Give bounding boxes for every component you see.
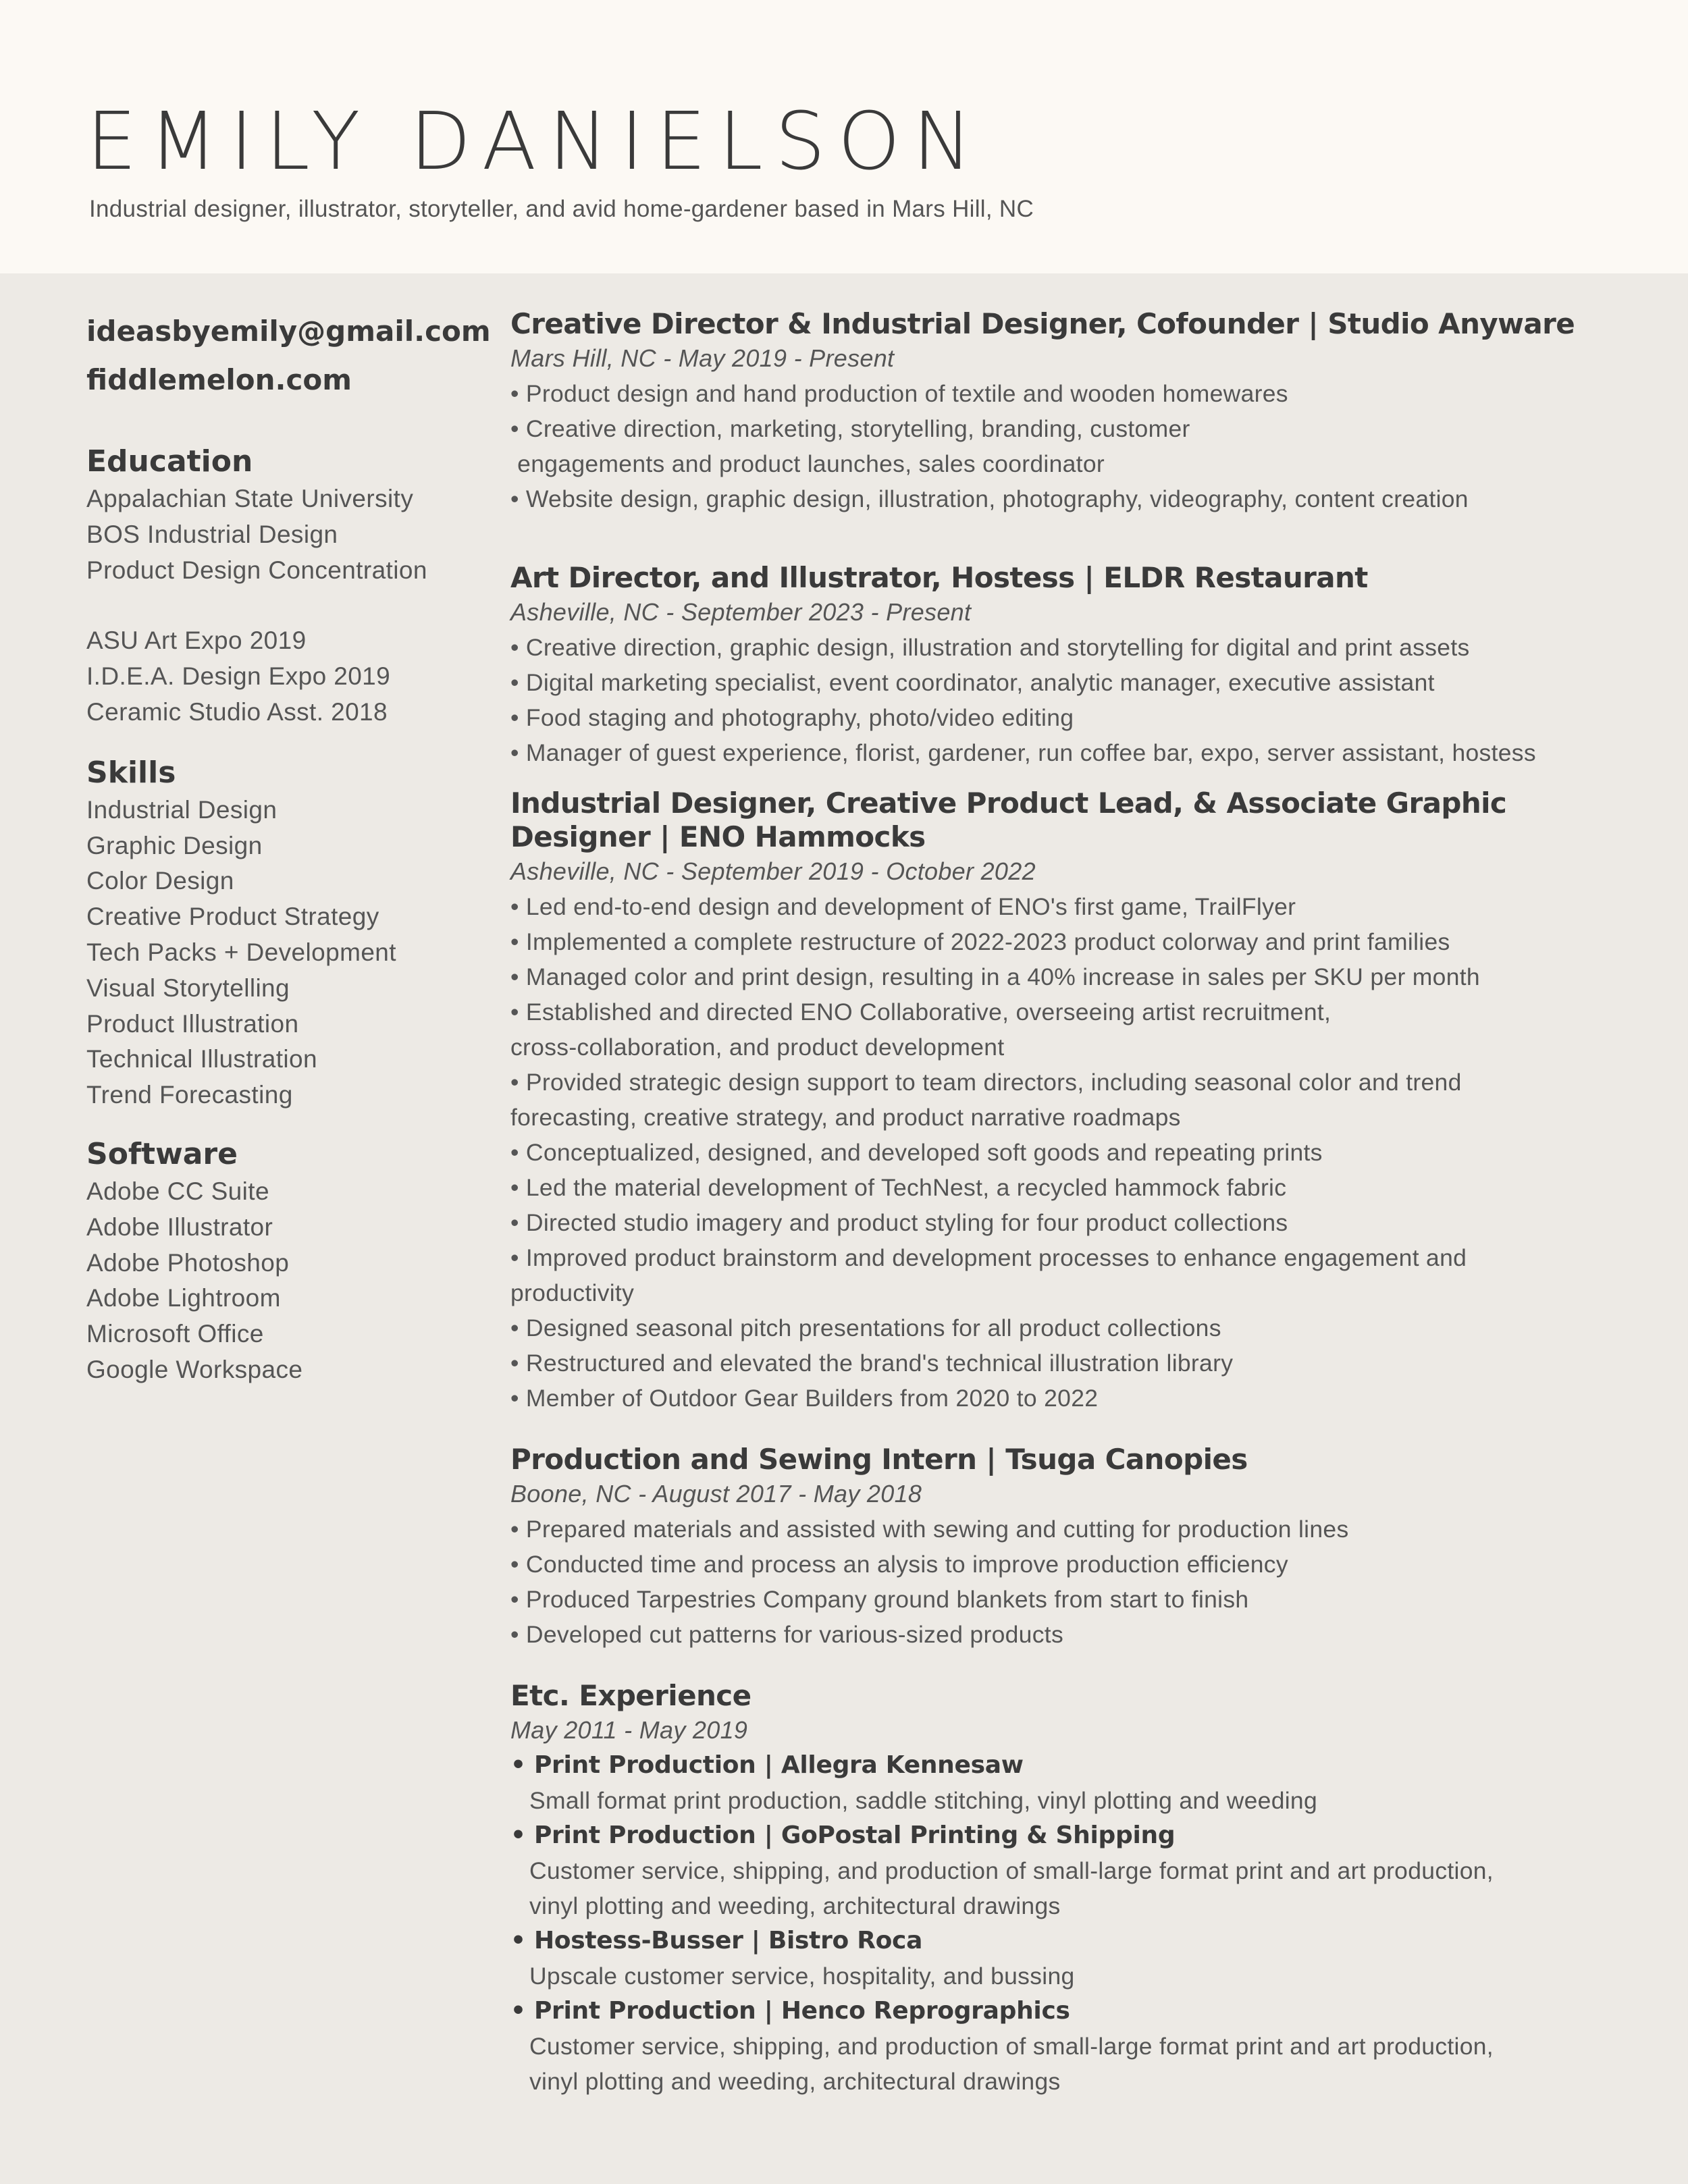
skill-item: Visual Storytelling (86, 974, 290, 1002)
job-bullet: • Product design and hand production of textile and wooden homewares (510, 380, 1288, 407)
job-bullet: • Established and directed ENO Collaborative, overseeing artist recruitment, (510, 998, 1331, 1026)
job-title: Production and Sewing Intern | Tsuga Canopies (510, 1443, 1248, 1476)
sidebar (86, 307, 492, 1388)
education-extra: Ceramic Studio Asst. 2018 (86, 697, 388, 726)
etc-meta: May 2011 - May 2019 (510, 1716, 748, 1744)
job-eno-hammocks (510, 787, 1658, 1416)
education-extra: I.D.E.A. Design Expo 2019 (86, 662, 391, 691)
job-bullet: • Creative direction, marketing, storytelling, branding, customer (510, 415, 1190, 442)
etc-entry-desc: Upscale customer service, hospitality, and bussing (529, 1963, 1075, 1990)
etc-entry-desc: Small format print production, saddle stitching, vinyl plotting and weeding (529, 1787, 1318, 1814)
education-item: Appalachian State University (86, 485, 414, 512)
website-link[interactable]: fiddlemelon.com (86, 363, 352, 396)
job-title: Designer | ENO Hammocks (510, 820, 926, 853)
job-bullet: • Developed cut patterns for various-sized products (510, 1621, 1063, 1648)
job-bullet: engagements and product launches, sales coordinator (510, 450, 1105, 477)
job-meta: Asheville, NC - September 2019 - October 2022 (510, 857, 1036, 885)
job-meta: Mars Hill, NC - May 2019 - Present (510, 344, 895, 372)
skill-item: Color Design (86, 867, 234, 895)
job-eldr-restaurant (510, 561, 1658, 770)
etc-entry-desc: Customer service, shipping, and production of small-large format print and art production, (529, 1857, 1494, 1884)
software-item: Adobe CC Suite (86, 1177, 269, 1205)
job-bullet: forecasting, creative strategy, and product narrative roadmaps (510, 1104, 1181, 1131)
job-bullet: • Restructured and elevated the brand's technical illustration library (510, 1350, 1234, 1377)
etc-entry-desc: vinyl plotting and weeding, architectural drawings (529, 2068, 1061, 2095)
job-title: Art Director, and Illustrator, Hostess | ELDR Restaurant (510, 561, 1368, 594)
job-bullet: • Conducted time and process an alysis to improve production efficiency (510, 1551, 1288, 1578)
job-bullet: • Implemented a complete restructure of 2022-2023 product colorway and print families (510, 928, 1450, 955)
software-item: Microsoft Office (86, 1320, 264, 1348)
email-link[interactable]: ideasbyemily@gmail.com (86, 315, 491, 348)
job-bullet: • Prepared materials and assisted with sewing and cutting for production lines (510, 1516, 1349, 1543)
skill-item: Technical Illustration (86, 1045, 317, 1073)
experience-column (510, 307, 1658, 2099)
skill-item: Tech Packs + Development (86, 938, 396, 966)
education-extra: ASU Art Expo 2019 (86, 627, 307, 655)
job-bullet: • Manager of guest experience, florist, gardener, run coffee bar, expo, server assistant, hostess (510, 739, 1536, 766)
job-bullet: • Led end-to-end design and development of ENO's first game, TrailFlyer (510, 893, 1296, 920)
tagline: Industrial designer, illustrator, storyteller, and avid home-gardener based in Mars Hill, NC (89, 196, 1034, 222)
candidate-name: EMILY DANIELSON (86, 95, 984, 188)
etc-experience (510, 1679, 1658, 2099)
job-bullet: • Website design, graphic design, illustration, photography, videography, content creation (510, 485, 1469, 512)
etc-entry-desc: vinyl plotting and weeding, architectural drawings (529, 1892, 1061, 1919)
education-item: Product Design Concentration (86, 556, 427, 584)
job-bullet: productivity (510, 1279, 635, 1306)
etc-entry-title: • Print Production | Allegra Kennesaw (510, 1751, 1024, 1779)
software-heading: Software (86, 1136, 238, 1171)
etc-entry-title: • Print Production | GoPostal Printing & Shipping (510, 1821, 1176, 1849)
etc-title: Etc. Experience (510, 1679, 751, 1712)
education-item: BOS Industrial Design (86, 520, 338, 548)
job-bullet: • Led the material development of TechNest, a recycled hammock fabric (510, 1174, 1287, 1201)
skill-item: Trend Forecasting (86, 1081, 293, 1109)
skill-item: Product Illustration (86, 1009, 299, 1038)
job-bullet: • Food staging and photography, photo/video editing (510, 704, 1074, 731)
skill-item: Industrial Design (86, 795, 278, 824)
etc-entry-title: • Print Production | Henco Reprographics (510, 1997, 1070, 2025)
job-bullet: • Creative direction, graphic design, illustration and storytelling for digital and print assets (510, 634, 1470, 661)
job-bullet: • Member of Outdoor Gear Builders from 2020 to 2022 (510, 1385, 1099, 1412)
job-bullet: • Designed seasonal pitch presentations for all product collections (510, 1314, 1221, 1341)
skill-item: Creative Product Strategy (86, 903, 379, 931)
job-bullet: • Managed color and print design, resulting in a 40% increase in sales per SKU per month (510, 963, 1480, 990)
job-title: Industrial Designer, Creative Product Lead, & Associate Graphic (510, 787, 1507, 820)
software-item: Adobe Illustrator (86, 1213, 273, 1241)
job-meta: Asheville, NC - September 2023 - Present (510, 598, 972, 626)
skill-item: Graphic Design (86, 831, 263, 859)
job-bullet: • Produced Tarpestries Company ground blankets from start to finish (510, 1586, 1249, 1613)
software-item: Google Workspace (86, 1355, 303, 1383)
education-heading: Education (86, 444, 253, 479)
job-bullet: cross-collaboration, and product development (510, 1034, 1005, 1061)
etc-entry-desc: Customer service, shipping, and production of small-large format print and art production, (529, 2033, 1494, 2060)
etc-entry-title: • Hostess-Busser | Bistro Roca (510, 1927, 923, 1954)
job-tsuga-canopies (510, 1443, 1658, 1652)
job-bullet: • Conceptualized, designed, and developed soft goods and repeating prints (510, 1139, 1323, 1166)
job-bullet: • Improved product brainstorm and development processes to enhance engagement and (510, 1244, 1467, 1271)
job-studio-anyware (510, 307, 1658, 516)
header-banner (0, 0, 1688, 273)
job-bullet: • Digital marketing specialist, event coordinator, analytic manager, executive assistant (510, 669, 1435, 696)
software-item: Adobe Lightroom (86, 1284, 281, 1312)
job-bullet: • Directed studio imagery and product styling for four product collections (510, 1209, 1288, 1236)
software-item: Adobe Photoshop (86, 1248, 290, 1277)
job-meta: Boone, NC - August 2017 - May 2018 (510, 1480, 922, 1508)
job-title: Creative Director & Industrial Designer, Cofounder | Studio Anyware (510, 307, 1575, 340)
job-bullet: • Provided strategic design support to team directors, including seasonal color and trend (510, 1069, 1462, 1096)
skills-heading: Skills (86, 755, 176, 790)
